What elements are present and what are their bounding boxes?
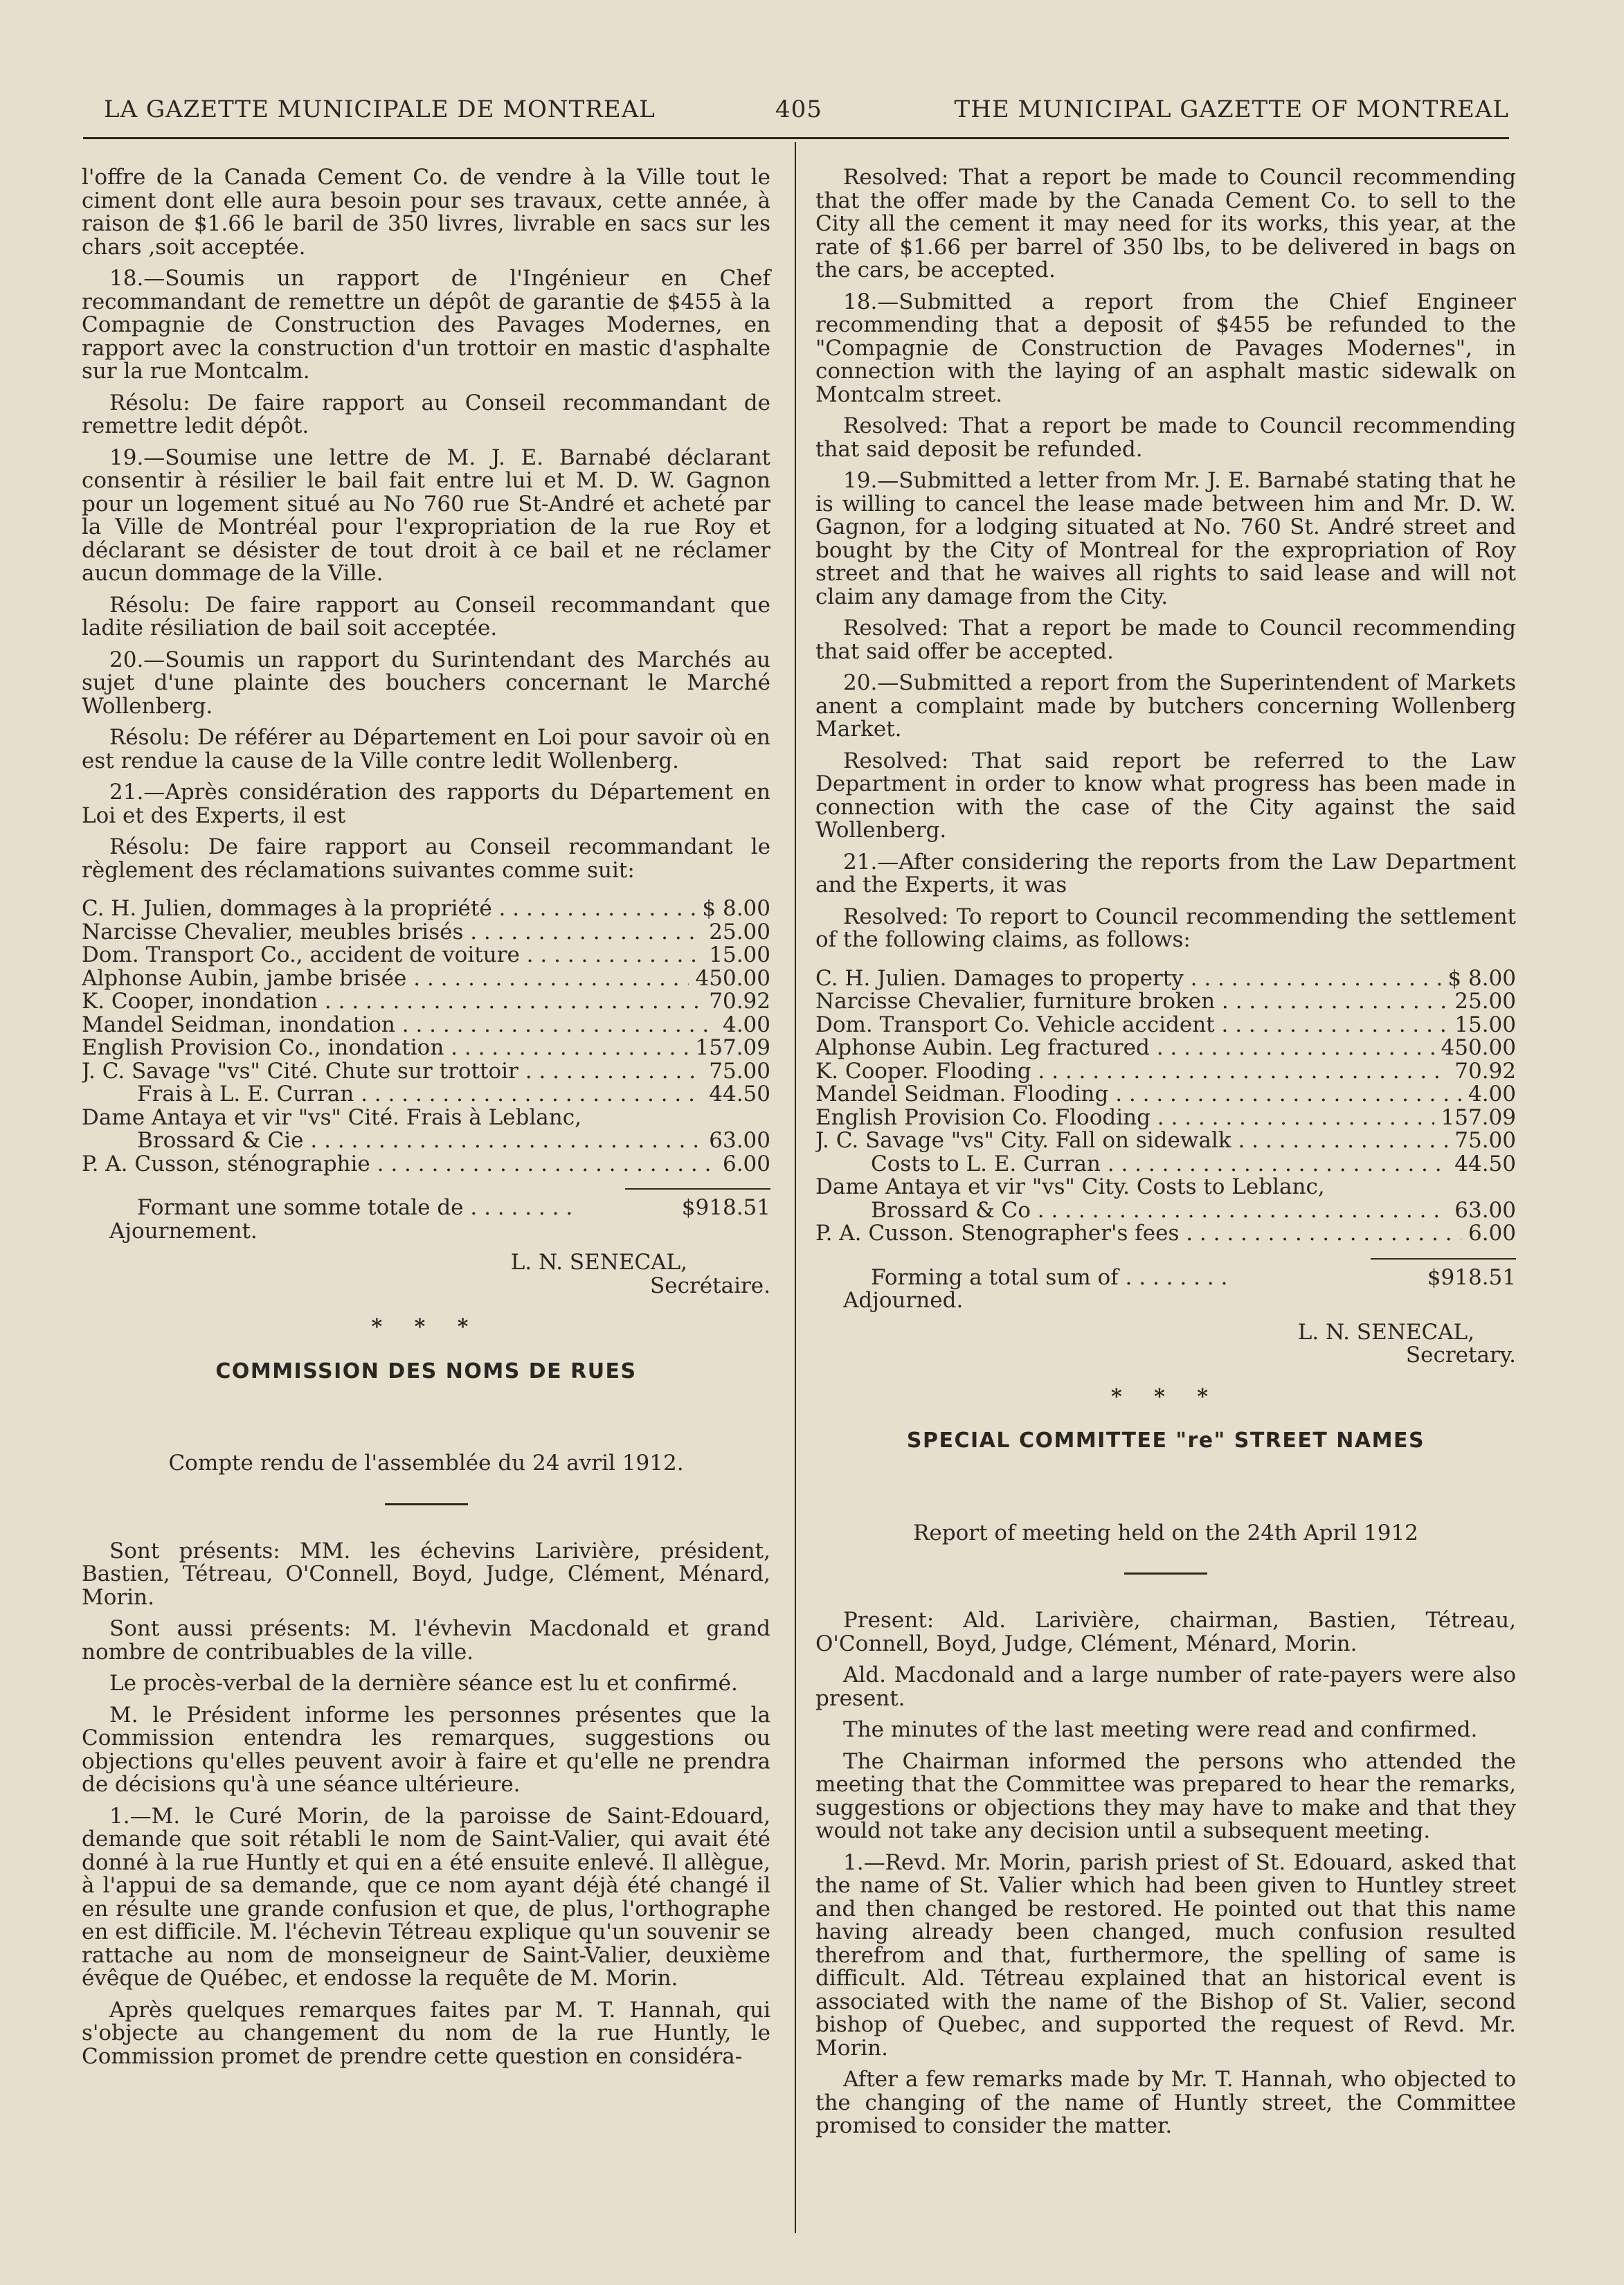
claims-total <box>82 1197 770 1220</box>
claim-row: Dame Antaya et vir "vs" City. Costs to Leblanc, <box>815 1176 1325 1199</box>
claim-row: English Provision Co. Flooding . . . 157.09 <box>815 1106 1516 1130</box>
paragraph: Sont présents: MM. les échevins Larivière, président, Bastien, Tétreau, O'Connell, Boyd, Judge, Clément, Ménard, Morin. <box>82 1538 770 1610</box>
header-english-title: THE MUNICIPAL GAZETTE OF MONTREAL <box>954 96 1509 123</box>
paragraph: Resolved: That a report be made to Council recommending that said deposit be refunded. <box>815 413 1516 462</box>
paragraph: Résolu: De faire rapport au Conseil recommandant le règlement des réclamations suivantes comme suit: <box>82 834 770 883</box>
paragraph: After a few remarks made by Mr. T. Hannah, who objected to the changing of the name of Huntly street, the Committee promised to consider the matter. <box>815 2067 1516 2138</box>
page-header <box>104 89 1509 130</box>
page-number: 405 <box>775 96 822 123</box>
sum-rule <box>1371 1258 1516 1260</box>
claim-row: J. C. Savage "vs" Cité. Chute sur trottoir . . . 75.00 <box>82 1060 770 1084</box>
total-label: Formant une somme totale de . . . <box>137 1197 572 1220</box>
signature-title: Secrétaire. <box>650 1273 770 1298</box>
paragraph: Ald. Macdonald and a large number of rate-payers were also present. <box>815 1663 1516 1711</box>
section-separator: * * * <box>371 1315 481 1339</box>
paragraph: Resolved: To report to Council recommending the settlement of the following claims, as follows: <box>815 904 1516 952</box>
claims-list <box>82 897 770 1176</box>
paragraph: The Chairman informed the persons who attended the meeting that the Committee was prepared to hear the remarks, suggestions or objections they may have to make and that they would not take any decision until a subsequent meeting. <box>815 1748 1516 1843</box>
claim-row: Dom. Transport Co. Vehicle accident . . . 15.00 <box>815 1014 1516 1037</box>
claim-row: C. H. Julien. Damages to property . . . $ 8.00 <box>815 967 1516 991</box>
paragraph: 19.—Soumise une lettre de M. J. E. Barnabé déclarant consentir à résilier le bail fait entre lui et M. D. W. Gagnon pour un logement situé au No 760 rue St-André et acheté par la Ville de Montréal pour l'expropriation de la rue Roy et déclarant se désister de tout droit à ce bail et ne réclamer aucun dommage de la Ville. <box>82 445 770 586</box>
paragraph: Present: Ald. Larivière, chairman, Bastien, Tétreau, O'Connell, Boyd, Judge, Clément, Ménard, Morin. <box>815 1608 1516 1656</box>
paragraph: 20.—Submitted a report from the Superintendent of Markets anent a complaint made by butchers concerning Wollenberg Market. <box>815 670 1516 742</box>
claim-row: Dame Antaya et vir "vs" Cité. Frais à Leblanc, <box>82 1106 581 1129</box>
section-title: SPECIAL COMMITTEE "re" STREET NAMES <box>906 1428 1425 1453</box>
claims-total <box>815 1266 1516 1290</box>
paragraph: Resolved: That a report be made to Council recommending that the offer made by the Canada Cement Co. to sell to the City all the cement it may need for its works, this year, at the rate of $1.66 per barrel of 350 lbs, to be delivered in bags on the cars, be accepted. <box>815 165 1516 283</box>
report-line: Compte rendu de l'assemblée du 24 avril 1912. <box>168 1451 684 1476</box>
claim-row: P. A. Cusson. Stenographer's fees . . . 6.00 <box>815 1222 1516 1246</box>
short-rule <box>1124 1572 1207 1575</box>
column-divider <box>795 142 796 2233</box>
claim-row: Alphonse Aubin. Leg fractured . . . 450.00 <box>815 1037 1516 1060</box>
total-amount: $918.51 <box>1427 1264 1516 1290</box>
claim-row: K. Cooper. Flooding . . . 70.92 <box>815 1060 1516 1084</box>
claim-row: J. C. Savage "vs" City. Fall on sidewalk . . . 75.00 <box>815 1129 1516 1153</box>
adjourned: Ajournement. <box>109 1218 258 1244</box>
claim-row: Dom. Transport Co., accident de voiture . . . 15.00 <box>82 944 770 967</box>
paragraph: Sont aussi présents: M. l'évhevin Macdonald et grand nombre de contribuables de la ville. <box>82 1616 770 1665</box>
claims-list <box>815 967 1516 1246</box>
paragraph: 21.—After considering the reports from the Law Department and the Experts, it was <box>815 849 1516 897</box>
claim-row: English Provision Co., inondation . . . 157.09 <box>82 1037 770 1060</box>
sum-rule <box>625 1188 770 1190</box>
claim-row: Alphonse Aubin, jambe brisée . . . 450.00 <box>82 967 770 991</box>
report-line: Report of meeting held on the 24th April 1912 <box>913 1520 1418 1545</box>
total-amount: $918.51 <box>681 1195 770 1220</box>
claim-row: Costs to L. E. Curran . . . 44.50 <box>815 1153 1516 1176</box>
paragraph: Résolu: De faire rapport au Conseil recommandant que ladite résiliation de bail soit acceptée. <box>82 592 770 640</box>
claim-row: Brossard & Co . . . 63.00 <box>815 1199 1516 1223</box>
claim-row: Narcisse Chevalier, meubles brisés . . . 25.00 <box>82 921 770 944</box>
section-separator: * * * <box>1111 1384 1220 1409</box>
claim-row: Frais à L. E. Curran . . . 44.50 <box>82 1083 770 1106</box>
signature-title: Secretary. <box>1405 1343 1516 1368</box>
claim-row: P. A. Cusson, sténographie . . . 6.00 <box>82 1153 770 1176</box>
paragraph: l'offre de la Canada Cement Co. de vendre à la Ville tout le ciment dont elle aura besoin pour ses travaux, cette année, à raison de $1.66 le baril de 350 livres, livrable en sacs sur les chars ,soit acceptée. <box>82 165 770 260</box>
paragraph: Resolved: That said report be referred to the Law Department in order to know what progress has been made in connection with the case of the City against the said Wollenberg. <box>815 748 1516 843</box>
paragraph: 20.—Soumis un rapport du Surintendant des Marchés au sujet d'une plainte des bouchers concernant le Marché Wollenberg. <box>82 647 770 719</box>
paragraph: Résolu: De faire rapport au Conseil recommandant de remettre ledit dépôt. <box>82 390 770 438</box>
total-label: Forming a total sum of . . . <box>871 1266 1227 1290</box>
paragraph: The minutes of the last meeting were read and confirmed. <box>843 1717 1478 1742</box>
paragraph: 19.—Submitted a letter from Mr. J. E. Barnabé stating that he is willing to cancel the lease made between him and Mr. D. W. Gagnon, for a lodging situated at No. 760 St. André street and bought by the City of Montreal for the expropriation of Roy street and that he waives all rights to said lease and will not claim any damage from the City. <box>815 468 1516 609</box>
paragraph: Resolved: That a report be made to Council recommending that said offer be accepted. <box>815 616 1516 664</box>
short-rule <box>385 1503 468 1505</box>
english-column <box>815 166 1516 2147</box>
paragraph: 18.—Submitted a report from the Chief Engineer recommending that a deposit of $455 be refunded to the "Compagnie de Construction de Pavages Modernes", in connection with the laying of an asphalt mastic sidewalk on Montcalm street. <box>815 289 1516 407</box>
signature: L. N. SENECAL, <box>1297 1319 1474 1345</box>
paragraph: M. le Président informe les personnes présentes que la Commission entendra les remarques, suggestions ou objections qu'elles peuvent avoir à faire et qu'elle ne prendra de décisions qu'à une séance ultérieure. <box>82 1702 770 1797</box>
claim-row: Brossard & Cie . . . 63.00 <box>82 1129 770 1153</box>
paragraph: 21.—Après considération des rapports du Département en Loi et des Experts, il est <box>82 780 770 828</box>
paragraph: Après quelques remarques faites par M. T. Hannah, qui s'objecte au changement du nom de la rue Huntly, le Commission promet de prendre cette question en considéra- <box>82 1997 770 2069</box>
paragraph: 18.—Soumis un rapport de l'Ingénieur en Chef recommandant de remettre un dépôt de garantie de $455 à la Compagnie de Construction des Pavages Modernes, en rapport avec la construction d'un trottoir en mastic d'asphalte sur la rue Montcalm. <box>82 266 770 384</box>
claim-row: Mandel Seidman, inondation . . . 4.00 <box>82 1014 770 1037</box>
claim-row: C. H. Julien, dommages à la propriété . . . $ 8.00 <box>82 897 770 921</box>
claim-row: K. Cooper, inondation . . . 70.92 <box>82 990 770 1014</box>
paragraph: Résolu: De référer au Département en Loi pour savoir où en est rendue la cause de la Ville contre ledit Wollenberg. <box>82 725 770 773</box>
section-title: COMMISSION DES NOMS DE RUES <box>215 1359 637 1383</box>
paragraph: 1.—M. le Curé Morin, de la paroisse de Saint-Edouard, demande que soit rétabli le nom de Saint-Valier, qui avait été donné à la rue Huntly et qui en a été ensuite enlevé. Il allègue, à l'appui de sa demande, que ce nom ayant déjà été changé il en résulte une grande confusion et que, de plus, l'orthographe en est difficile. M. l'échevin Tétreau explique qu'un souvenir se rattache au nom de monseigneur de Saint-Valier, deuxième évêque de Québec, et endosse la requête de M. Morin. <box>82 1803 770 1991</box>
paragraph: 1.—Revd. Mr. Morin, parish priest of St. Edouard, asked that the name of St. Valier which had been given to Huntley street and then changed be restored. He pointed out that this name having already been changed, much confusion resulted therefrom and that, furthermore, the spelling of same is difficult. Ald. Tétreau explained that an historical event is associated with the name of the Bishop of St. Valier, second bishop of Quebec, and supported the request of Revd. Mr. Morin. <box>815 1849 1516 2061</box>
claim-row: Mandel Seidman. Flooding . . . 4.00 <box>815 1083 1516 1106</box>
header-french-title: LA GAZETTE MUNICIPALE DE MONTREAL <box>104 96 656 123</box>
french-column <box>82 166 770 2077</box>
signature: L. N. SENECAL, <box>510 1250 687 1275</box>
adjourned: Adjourned. <box>843 1288 964 1313</box>
header-rule <box>83 137 1509 139</box>
paragraph: Le procès-verbal de la dernière séance est lu et confirmé. <box>109 1671 738 1696</box>
claim-row: Narcisse Chevalier, furniture broken . . . 25.00 <box>815 990 1516 1014</box>
